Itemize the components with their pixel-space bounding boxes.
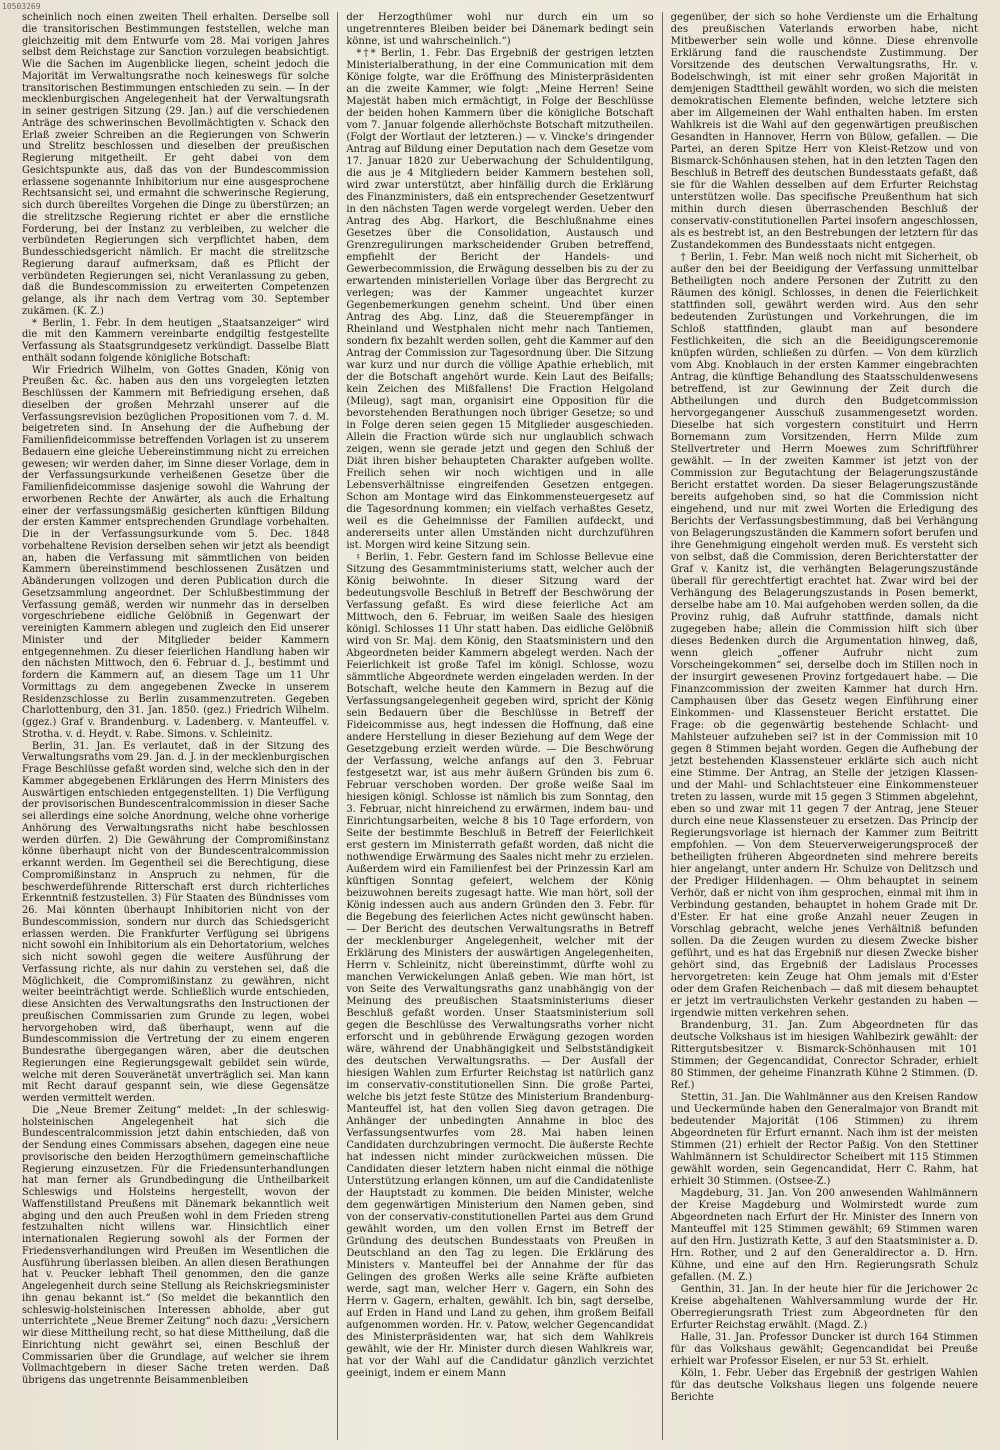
article-paragraph: * Berlin, 1. Febr. In dem heutigen „Staatsanzeiger“ wird die mit den Kammern vereinbarte endgiltig festgestellte Verfassung als Staatsgrundgesetz verkündigt. Dasselbe Blatt enthält sodann folgende königliche Botschaft: [22, 317, 330, 364]
article-paragraph: Magdeburg, 31. Jan. Von 200 anwesenden Wahlmännern der Kreise Magdeburg und Wolmirstedt wurde zum Abgeordneten nach Erfurt der Hr. Minister des Innern von Manteuffel mit 125 Stimmen gewählt; 69 Stimmen waren auf den Hrn. Justizrath Kette, 3 auf den Staatsminister a. D. Hrn. Rother, und 2 auf den Generaldirector a. D. Hrn. Kühne, und eine auf den Hrn. Regierungsrath Schulz gefallen. (M. Z.) [670, 1188, 978, 1283]
article-paragraph: Köln, 1. Febr. Ueber das Ergebniß der gestrigen Wahlen für das deutsche Volkshaus liegen uns folgende neuere Berichte [670, 1368, 978, 1403]
article-paragraph: Brandenburg, 31. Jan. Zum Abgeordneten für das deutsche Volkshaus ist im hiesigen Wahlbezirk gewählt: der Rittergutsbesitzer v. Bismarck-Schönhausen mit 101 Stimmen; der Gegencandidat, Conrector Schrader, erhielt 80 Stimmen, der geheime Finanzrath Kühne 2 Stimmen. (D. Ref.) [670, 1020, 978, 1091]
article-paragraph: Stettin, 31. Jan. Die Wahlmänner aus den Kreisen Randow und Ueckermünde haben den Generalmajor von Brandt mit bedeutender Majorität (106 Stimmen) zu ihrem Abgeordneten für Erfurt ernannt. Nach ihm ist der meisten Stimmen (21) erhielt der Rector Paßig. Von den Stettiner Wahlmännern ist Schuldirector Scheibert mit 115 Stimmen gewählt worden, sein Gegencandidat, Herr C. Rahm, hat erhielt 30 Stimmen. (Ostsee-Z.) [670, 1092, 978, 1187]
article-paragraph: scheinlich noch einen zweiten Theil erhalten. Derselbe soll die transitorischen Bestimmungen feststellen, welche man gleichzeitig mit dem Entwurfe vom 28. Mai vorigen Jahres selbst dem Reichstage zur Sanction vorzulegen beabsichtigt. Wie die Sachen im Augenblicke liegen, scheint jedoch die Majorität im Verwaltungsrathe noch keineswegs für solche transitorischen Bestimmungen entschieden zu sein. — In der mecklenburgischen Angelegenheit hat der Verwaltungsrath in seiner gestrigen Sitzung (29. Jan.) auf die verschiedenen Anträge des schwerinschen Bevollmächtigten v. Schack den Erlaß zweier Schreiben an die Regierungen von Schwerin und Strelitz beschlossen und dieselben der preußischen Regierung mitgetheilt. Er geht dabei von dem Gesichtspunkte aus, daß das von der Bundescommission erlassene sogenannte Inhibitorium nur eine ausgesprochene Rechtsansicht sei, und ermahnt die schwerinsche Regierung, sich durch übereiltes Vorgehen die Dinge zu überstürzen; an die strelitzsche Regierung richtet er aber die ernstliche Forderung, bei der Instanz zu verbleiben, zu welcher die verbündeten Regierungen sich verpflichtet haben, dem Bundesschiedsgericht nämlich. Er macht die strelitzsche Regierung darauf aufmerksam, daß es Pflicht der verbündeten Regierungen sei, nicht Veranlassung zu geben, daß die Bundescommission zu erweiterten Competenzen gelange, als ihr nach dem Vertrag vom 30. September zukämen. (K. Z.) [22, 12, 330, 317]
article-paragraph: ♮ Berlin, 1. Febr. Gestern fand im Schlosse Bellevue eine Sitzung des Gesammtministeriums statt, welcher auch der König beiwohnte. In dieser Sitzung ward der bedeutungsvolle Beschluß in Betreff der Beschwörung der Verfassung gefaßt. Es wird diese feierliche Act am Mittwoch, den 6. Februar, im weißen Saale des hiesigen königl. Schlosses 11 Uhr statt haben. Das eidliche Gelöbniß wird von Sr. Maj. dem König, den Staatsministern und den Abgeordneten beider Kammern abgelegt werden. Nach der Feierlichkeit ist große Tafel im königl. Schlosse, wozu sämmtliche Abgeordnete werden eingeladen werden. In der Botschaft, welche heute den Kammern in Bezug auf die Verfassungsangelegenheit gegeben wird, spricht der König sein Bedauern über die Beschlüsse in Betreff der Fideicommisse aus, hegt indessen die Hoffnung, daß eine andere Herstellung in dieser Beziehung auf dem Wege der Gesetzgebung erzielt werden würde. — Die Beschwörung der Verfassung, welche anfangs auf den 3. Februar festgesetzt war, ist aus mehr äußern Gründen bis zum 6. Februar verschoben worden. Der große weiße Saal im hiesigen königl. Schlosse ist nämlich bis zum Sonntag, den 3. Februar, nicht hinreichend zu erwärmen, indem bau- und Einrichtungsarbeiten, welche 8 bis 10 Tage erfordern, von Seite der bestimmte Beschluß in Betreff der Feierlichkeit erst gestern im Ministerrath gefaßt worden, daß nicht die nothwendige Erwärmung des Saales nicht mehr zu erzielen. Außerdem wird ein Familienfest bei der Prinzessin Karl am künftigen Sonntag gefeiert, welchem der König beizuwohnen bereits zugesagt hatte. Wie man hört, soll der König indessen auch aus andern Gründen den 3. Febr. für die Begebung des feierlichen Actes nicht gewünscht haben. — Der Bericht des deutschen Verwaltungsraths in Betreff der mecklenburger Angelegenheit, welcher mit der Erklärung des Ministers der auswärtigen Angelegenheiten, Herrn v. Schleinitz, nicht übereinstimmt, dürfte wohl zu manchen Verwickelungen Anlaß geben. Wie man hört, ist von Seite des Verwaltungsraths ganz unabhängig von der Meinung des preußischen Staatsministeriums dieser Beschluß gefaßt worden. Unser Staatsministerium soll gegen die Beschlüsse des Verwaltungsraths vorher nicht erforscht und in gebührende Erwägung gezogen worden wäre, während der Unabhängigkeit und Selbstständigkeit des deutschen Verwaltungsraths. — Der Ausfall der hiesigen Wahlen zum Erfurter Reichstag ist natürlich ganz im conservativ-constitutionellen Sinn. Die große Partei, welche bis jetzt feste Stütze des Ministerium Brandenburg-Manteuffel ist, hat den vollen Sieg davon getragen. Die Anhänger der unbedingten Annahme in bloc des Verfassungsentwurfes vom 28. Mai haben leinen Candidaten durchzubringen vermocht. Die äußerste Rechte hat indessen nicht minder zurückweichen müssen. Die Candidaten dieser letztern haben nicht einmal die nöthige Unterstützung erlangen können, um auf die Candidatenliste der Hauptstadt zu kommen. Die beiden Minister, welche dem gegenwärtigen Ministerium den Namen geben, sind von der conservativ-constitutionellen Partei aus dem Grund gewählt worden, um den vollen Ernst im Betreff der Gründung des deutschen Bundesstaats von Preußen in Deutschland an den Tag zu legen. Die Erklärung des Ministers v. Manteuffel bei der Annahme der für das Gelingen des großen Werks alle seine Kräfte aufbieten werde, sagt man, welcher Herr v. Gagern, ein Sohn des Herrn v. Gagern, erhalten, gewählt. Ich bin, sagt derselbe, auf Erden in Hand und Land zu gehen, ihm großem Beifall aufgenommen worden. Hr. v. Patow, welcher Gegencandidat des Ministerpräsidenten war, hat sich dem Wahlkreis gewählt, wie der Hr. Minister durch diesen Wahlkreis war, hat vor der Wahl auf die Candidatur gänzlich verzichtet geeinigt, indem er einem Mann [346, 552, 654, 1379]
column-2 [337, 12, 661, 1440]
article-paragraph: † Berlin, 1. Febr. Man weiß noch nicht mit Sicherheit, ob außer den bei der Beeidigung der Verfassung unmittelbar Betheiligten noch andere Personen der Zutritt zu den Räumen des königl. Schlosses, in denen die Feierlichkeit stattfinden soll, gewährt werden wird. Aus den sehr bedeutenden Zurüstungen und Vorkehrungen, die im Schloß stattfinden, glaubt man auf besondere Festlichkeiten, die sich an die Beeidigungsceremonie knüpfen würden, schließen zu dürfen. — Von dem kürzlich vom Abg. Knoblauch in der ersten Kammer eingebrachten Antrag, die künftige Behandlung des Staatsschuldenwesens betreffend, ist zur Gewinnung der Zeit durch die Abtheilungen und durch den Budgetcommission hervorgegangener Ausschuß zusammengesetzt worden. Dieselbe hat sich vorgestern constituirt und Herrn Bornemann zum Vorsitzenden, Herrn Milde zum Stellvertreter und Herrn Moewes zum Schriftführer gewählt. — In der zweiten Kammer ist jetzt von der Commission zur Begutachtung der Belagerungszustände Bericht erstattet worden. Da sieser Belagerungszustände bereits aufgehoben sind, so hat die Commission nicht eingehend, und nur mit zwei Worten die Erledigung des Berichts der Verfassungsbestimmung, daß bei Verhängung von Belagerungszuständen die Kammern sofort berufen und ihre Genehmigung eingeholt werden muß. Es versteht sich von selbst, daß die Commission, deren Berichterstatter der Graf v. Kanitz ist, die verhängten Belagerungszustände überall für gerechtfertigt erachtet hat. Zwar wird bei der Verhängung des Belagerungszustands in Posen bemerkt, derselbe habe am 10. Mai aufgehoben werden sollen, da die Provinz ruhig, daß Aufruhr stattfinde, damals nicht zugegeben habe; allein die Commission hilft sich über dieses Bedenken durch die Argumentation hinweg, daß, wenn gleich „offener Aufruhr nicht zum Vorscheingekommen“ sei, derselbe doch im Stillen noch in der insurgirt gewesenen Provinz fortgedauert habe. — Die Finanzcommission der zweiten Kammer hat durch Hrn. Camphausen über das Gesetz wegen Einführung einer Einkommen- und Klassensteuer Bericht erstattet. Die Frage: ob die gegenwärtig bestehende Schlacht- und Mahlsteuer aufzuheben sei? ist in der Commission mit 10 gegen 8 Stimmen bejaht worden. Gegen die Aufhebung der jetzt bestehenden Klassensteuer erklärte sich auch nicht eine Stimme. Der Antrag, an Stelle der jetzigen Klassen- und der Mahl- und Schlachtsteuer eine Einkommensteuer treten zu lassen, wurde mit 15 gegen 3 Stimmen abgelehnt, eben so und zwar mit 11 gegen 7 der Antrag, jene Steuer durch eine neue Klassensteuer zu ersetzen. Das Princip der Regierungsvorlage ist hiernach der Kammer zum Beitritt empfohlen. — Von dem Steuerverweigerungsproceß der betheiligten früheren Abgeordneten sind mehrere bereits hier angelangt, unter andern Hr. Schulze von Delitzsch und der Prediger Hildenhagen. — Ohm behauptet in seinem Verhör, daß er nicht von ihm gesprochen, einmal mit ihm in Verbindung gestanden, behauptet in hohem Grade mit Dr. d'Ester. Er hat eine große Anzahl neuer Zeugen in Vorschlag gebracht, welche jenes Verhältniß befunden sollen. Da die Zeugen wurden zu diesem Zwecke bisher geführt, und es hat das Ergebniß nur diesen Zwecke bisher gehört sind, das Ergebniß der Ladislaus Processes hervorgetreten: kein Zeuge hat Ohm jemals mit d'Ester oder dem Grafen Reichenbach — daß mit diesem behauptet er jetzt im vertraulichsten Verkehr gestanden zu haben — irgendwie mitten verkehren sehen. [670, 252, 978, 1019]
scan-id-label: 10503269 [2, 2, 41, 11]
column-3 [662, 12, 986, 1440]
article-paragraph: *†* Berlin, 1. Febr. Das Ergebniß der gestrigen letzten Ministerialberathung, in der eine Communication mit dem Könige folgte, war die Eröffnung des Ministerpräsidenten an die zweite Kammer, wie folgt: „Meine Herren! Seine Majestät haben mich ermächtigt, in Folge der Beschlüsse der beiden hohen Kammern über die königliche Botschaft vom 7. Januar folgende allerhöchste Botschaft mitzutheilen. (Folgt der Wortlaut der letzteren.) — v. Vincke's dringender Antrag auf Bildung einer Deputation nach dem Gesetze vom 17. Januar 1820 zur Ueberwachung der Schuldentilgung, die aus je 4 Mitgliedern beider Kammern bestehen soll, wird zwar unterstützt, aber hinfällig durch die Erklärung des Finanzministers, daß ein entsprechender Gesetzentwurf in den nächsten Tagen werde vorgelegt werden. Ueber den Antrag des Abg. Harkort, die Beschlußnahme eines Gesetzes über die Consolidation, Austausch und Grenzregulirungen markscheidender Gruben betreffend, empfiehlt der Bericht der Handels- und Gewerbecommission, die Erwägung desselben bis zu der zu erwartenden ministeriellen Vorlage über das Bergrecht zu verlegen; was der Kammer ungeachtet kurzer Gegenbemerkungen genehm scheint. Und über einen Antrag des Abg. Linz, daß die Steuerempfänger in Rheinland und Westphalen nicht mehr nach Tantiemen, sondern fix bezahlt werden sollen, geht die Kammer auf den Antrag der Commission zur Tagesordnung über. Die Sitzung war kurz und nur durch die völlige Apathie erheblich, mit der die Botschaft angehört wurde. Kein Laut des Beifalls; kein Zeichen des Mißfallens! Die Fraction Helgoland (Mileug), sagt man, organisirt eine Opposition für die bevorstehenden Berathungen noch übriger Gesetze; so und in Folge deren seien gegen 15 Mitglieder ausgeschieden. Allein die Fraction würde sich nur unglaublich schwach zeigen, wenn sie gerade jetzt und gegen den Schluß der Diät ihren bisher behaupteten Charakter aufgeben wollte. Freilich sehen wir noch wichtigen und in alle Lebensverhältnisse eingreifenden Gesetzen entgegen. Schon am Montage wird das Einkommensteuergesetz auf die Tagesordnung kommen; ein vielfach verhaßtes Gesetz, weil es die Geheimnisse der Familien aufdeckt, und andererseits unter allen Umständen nicht durchzuführen ist. Morgen wird keine Sitzung sein. [346, 48, 654, 551]
article-paragraph: der Herzogthümer wohl nur durch ein um so ungetrennteres Bleiben beider bei Dänemark bedingt sein könne, ist und wahrscheinlich.“) [346, 12, 654, 47]
article-paragraph: Halle, 31. Jan. Professor Duncker ist durch 164 Stimmen für das Volkshaus gewählt; Gegencandidat bei Preuße erhielt war Professor Eiselen, er nur 53 St. erhielt. [670, 1332, 978, 1367]
article-paragraph: Wir Friedrich Wilhelm, von Gottes Gnaden, König von Preußen &c. &c. haben aus den uns vorgelegten letzten Beschlüssen der Kammern mit Befriedigung ersehen, daß dieselben der großen Mehrzahl unserer auf die Verfassungsrevision bezüglichen Propositionen vom 7. d. M. beigetreten sind. In Ansehung der die Aufhebung der Familienfideicommisse betreffenden Vorlagen ist zu unserem Bedauern eine gleiche Uebereinstimmung nicht zu erreichen gewesen; wir werden daher, im Sinne dieser Vorlage, dem in der Verfassungsurkunde verheißenen Gesetze über die Familienfideicommisse dasjenige sowohl die Wahrung der erworbenen Rechte der Anwärter, als auch die Erhaltung einer der verfassungsmäßig gesicherten künftigen Bildung der ersten Kammer entsprechenden Grundlage vorbehalten. Die in der Verfassungsurkunde vom 5. Dec. 1848 vorbehaltene Revision derselben sehen wir jetzt als beendigt an, haben die Verfassung mit sämmtlichen von beiden Kammern übereinstimmend beschlossenen Zusätzen und Abänderungen vollzogen und deren Publication durch die Gesetzsammlung angeordnet. Der Schlußbestimmung der Verfassung gemäß, werden wir nunmehr das in derselben vorgeschriebene eidliche Gelöbniß in Gegenwart der vereinigten Kammern ablegen und zugleich den Eid unserer Minister und der Mitglieder beider Kammern entgegennehmen. Zu dieser feierlichen Handlung haben wir den nächsten Mittwoch, den 6. Februar d. J., bestimmt und fordern die Kammern auf, an diesem Tage um 11 Uhr Vormittags zu dem angegebenen Zwecke in unserem Residenzschlosse zu Berlin zusammenzutreten. Gegeben Charlottenburg, den 31. Jan. 1850. (gez.) Friedrich Wilhelm. (ggez.) Graf v. Brandenburg. v. Ladenberg. v. Manteuffel. v. Strotha. v. d. Heydt. v. Rabe. Simons. v. Schleinitz. [22, 364, 330, 740]
article-paragraph: Genthin, 31. Jan. In der heute hier für die Jerichower 2c Kreise abgehaltenen Wahlversammlung wurde der Hr. Oberregierungsrath Triest zum Abgeordneten für den Erfurter Reichstag erwählt. (Magd. Z.) [670, 1284, 978, 1331]
article-paragraph: Die „Neue Bremer Zeitung“ meldet: „In der schleswig-holsteinischen Angelegenheit hat sich die Bundescentralcommission jetzt dahin entschieden, daß von der Sendung eines Commissars absehen, dagegen eine neue provisorische den beiden Herzogthümern gemeinschaftliche Regierung einzusetzen. Für die Friedensunterhandlungen hat man ferner als Grundbedingung die Untheilbarkeit Schleswigs und Holsteins hergestellt, wovon der Waffenstillstand Preußens mit Dänemark bekanntlich weit abging und den auch Preußen wohl in dem Frieden streng festzuhalten nicht willens war. Hinsichtlich einer internationalen Regierung sowohl als der Formen der Friedensverhandlungen wird Preußen im Wesentlichen die Ausführung überlassen bleiben. An allen diesen Berathungen hat v. Peucker lebhaft Theil genommen, den die ganze Angelegenheit durch seine Stellung als Reichskriegsminister ihn genau bekannt ist.“ (So meldet die bekanntlich den schleswig-holsteinischen Interessen abholde, aber gut unterrichtete „Neue Bremer Zeitung“ noch dazu: „Versichern wir diese Mittheilung recht, so hat diese Mittheilung, daß die Einrichtung nicht gewährt sei, einen Beschluß der Commissarien über die Grundlage, auf welcher sie ihrem Vollmachtgebern in dieser Sache treten werden. Daß übrigens das ungetrennte Beisammenbleiben [22, 1104, 330, 1386]
article-paragraph: gegenüber, der sich so hohe Verdienste um die Erhaltung des preußischen Vaterlands erworben habe, nicht Mitbewerber sein wolle und könne. Diese ehrenvolle Erklärung fand die rauschendste Zustimmung. Der Vorsitzende des deutschen Verwaltungsraths, Hr. v. Bodelschwingh, ist mit einer sehr großen Majorität in demjenigen Stadttheil gewählt worden, wo sich die meisten demokratischen Elemente befinden, welche letztere sich aber im Allgemeinen der Wahl enthalten haben. Im ersten Wahlkreis ist die Wahl auf den gegenwärtigen preußischen Gesandten in Hannover, Herrn von Bülow, gefallen. — Die Partei, an deren Spitze Herr von Kleist-Retzow und von Bismarck-Schönhausen stehen, hat in den letzten Tagen den Beschluß in Betreff des deutschen Bundesstaats gefaßt, daß sie für die Wahlen desselben auf dem Erfurter Reichstag unterstützen wolle. Das specifische Preußenthum hat sich mithin durch diesen überraschenden Beschluß der conservativ-constitutionellen Partei insofern angeschlossen, als es bestrebt ist, an den Bestrebungen der letztern für das Zustandekommen des Bundesstaats nicht entgegen. [670, 12, 978, 251]
text-columns [14, 12, 986, 1440]
article-paragraph: Berlin, 31. Jan. Es verlautet, daß in der Sitzung des Verwaltungsraths vom 29. Jan. d. J. in der mecklenburgischen Frage Beschlüsse gefaßt worden sind, welche sich den in der Kammer abgegebenen Erklärungen des Herrn Ministers des Auswärtigen entschieden entgegenstellten. 1) Die Verfügung der provisorischen Bundescentralcommission in dieser Sache sei allerdings eine solche Anordnung, welche ohne vorherige Anhörung des Verwaltungsraths nicht habe beschlossen werden dürfen. 2) Die Gewährung der Compromißinstanz könne überhaupt nicht von der Bundescentralcommission erkannt werden. Im Gegentheil sei die Berechtigung, diese Compromißinstanz in Anspruch zu nehmen, für die beschwerdeführende Ritterschaft erst durch richterliches Erkenntniß festzustellen. 3) Für Staaten des Bündnisses vom 26. Mai könnten überhaupt Inhibitorien nicht von der Bundescommission, sondern nur durch das Schiedsgericht erlassen werden. Die Frankfurter Verfügung sei übrigens nicht sowohl ein Inhibitorium als ein Dehortatorium, welches sich nicht sowohl gegen die weitere Ausführung der Verfassung richte, als nur dahin zu verstehen sei, daß die Möglichkeit, die Compromißinstanz zu gewähren, nicht weiter beeinträchtigt werde. Schließlich wurde entschieden, diese Ansichten des Verwaltungsraths den Instructionen der preußischen Commissarien zum Grunde zu legen, wobei hervorgehoben wird, daß überhaupt, wenn auf die Bundescommission die Vertretung der zu einem engeren Bundesrathe übergegangen wären, aber die deutschen Regierungen eine Regierungsgewalt gebildet sein würde, welche mit deren Souveränetät unverträglich sei. Man kann mit Recht darauf gespannt sein, wie diese Gegensätze werden vermittelt werden. [22, 740, 330, 1104]
column-1 [14, 12, 337, 1440]
